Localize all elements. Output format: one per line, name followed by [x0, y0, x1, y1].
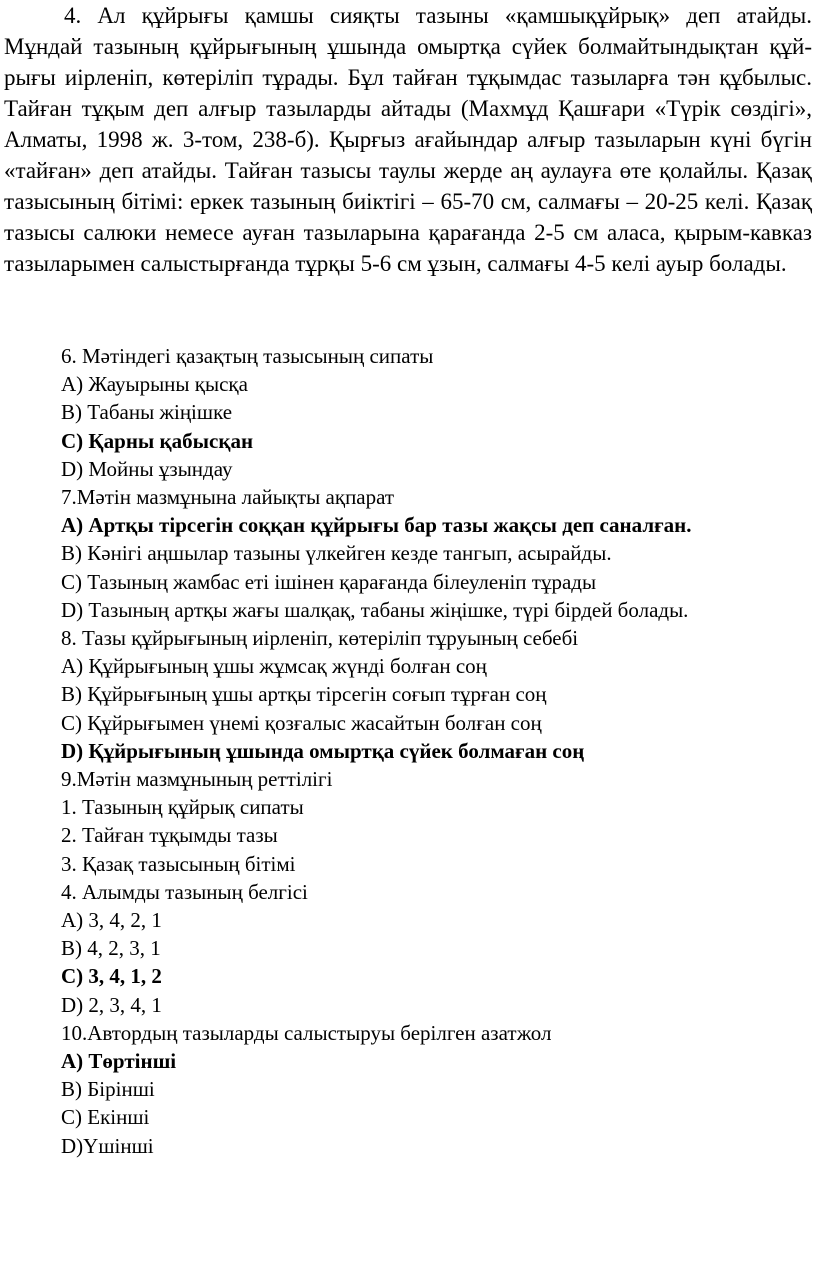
answer-line-correct: A) Артқы тірсегін соққан құйрығы бар тазы жақсы деп саналған. [61, 513, 692, 538]
text-line: B) 4, 2, 3, 1 [61, 936, 161, 961]
answer-line-correct: C) Қарны қабысқан [61, 428, 254, 453]
text-line: B) Табаны жіңішке [61, 400, 233, 425]
passage-paragraph: 4. Ал құйрығы қамшы сияқты тазыны «қамшықұйрық» деп атайды. Мұндай тазының құйрығының ұшында омыртқа сүйек болмайтындықтан құй-рығы иірленіп, көтеріліп тұрады. Бұл тайған тұқымдас тазыларға тән құбылыс. Тайған тұқым деп алғыр тазыларды айтады (Махмұд Қашғари «Түрік сөздігі», Алматы, 1998 ж. 3-том, 238-б). Қырғыз ағайындар алғыр тазыларын күні бүгін «тайған» деп атайды. Тайған тазысы таулы жерде аң аулауға өте қолайлы. Қазақ тазысының бітімі: еркек тазының биіктігі – 65-70 см, салмағы – 20-25 келі. Қазақ тазысы салюки немесе ауған тазыларына қарағанда 2-5 см аласа, қырым-кавказ тазыларымен салыстырғанда тұрқы 5-6 см ұзын, салмағы 4-5 келі ауыр болады. [4, 3, 812, 276]
text-line: 4. Алымды тазының белгісі [61, 879, 308, 904]
text-line: A) Құйрығының ұшы жұмсақ жүнді болған соң [61, 654, 487, 679]
question-list [61, 342, 811, 1160]
text-line: 9.Мәтін мазмұнының реттілігі [61, 767, 333, 792]
answer-line-correct: D) Құйрығының ұшында омыртқа сүйек болмаған соң [61, 738, 585, 763]
text-line: 6. Мәтіндегі қазақтың тазысының сипаты [61, 344, 434, 368]
text-line: B) Кәнігі аңшылар тазыны үлкейген кезде тангып, асырайды. [61, 541, 612, 566]
text-line: D) 2, 3, 4, 1 [61, 992, 162, 1017]
text-line: 2. Тайған тұқымды тазы [61, 823, 278, 848]
text-line: C) Екінші [61, 1105, 150, 1130]
text-line: B) Бірінші [61, 1077, 155, 1102]
text-line: 3. Қазақ тазысының бітімі [61, 851, 296, 876]
text-line: A) Жауырыны қысқа [61, 372, 248, 397]
answer-line-correct: A) Төртінші [61, 1049, 177, 1074]
text-line: 8. Тазы құйрығының иірленіп, көтеріліп тұруының себебі [61, 626, 579, 651]
text-line: C) Тазының жамбас еті ішінен қарағанда білеуленіп тұрады [61, 569, 597, 594]
answer-line-correct: C) 3, 4, 1, 2 [61, 964, 162, 989]
text-line: 10.Автордың тазыларды салыстыруы берілген азатжол [61, 1020, 552, 1045]
text-line: D) Тазының артқы жағы шалқақ, табаны жіңішке, түрі бірдей болады. [61, 597, 689, 622]
text-line: 7.Мәтін мазмұнына лайықты ақпарат [61, 485, 395, 510]
text-line: C) Құйрығымен үнемі қозғалыс жасайтын болған соң [61, 710, 542, 735]
text-line: B) Құйрығының ұшы артқы тірсегін соғып тұрған соң [61, 682, 547, 707]
text-line: D)Үшінші [61, 1133, 154, 1158]
text-line: 1. Тазының құйрық сипаты [61, 795, 304, 820]
text-line: A) 3, 4, 2, 1 [61, 908, 162, 933]
text-line: D) Мойны ұзындау [61, 456, 233, 481]
